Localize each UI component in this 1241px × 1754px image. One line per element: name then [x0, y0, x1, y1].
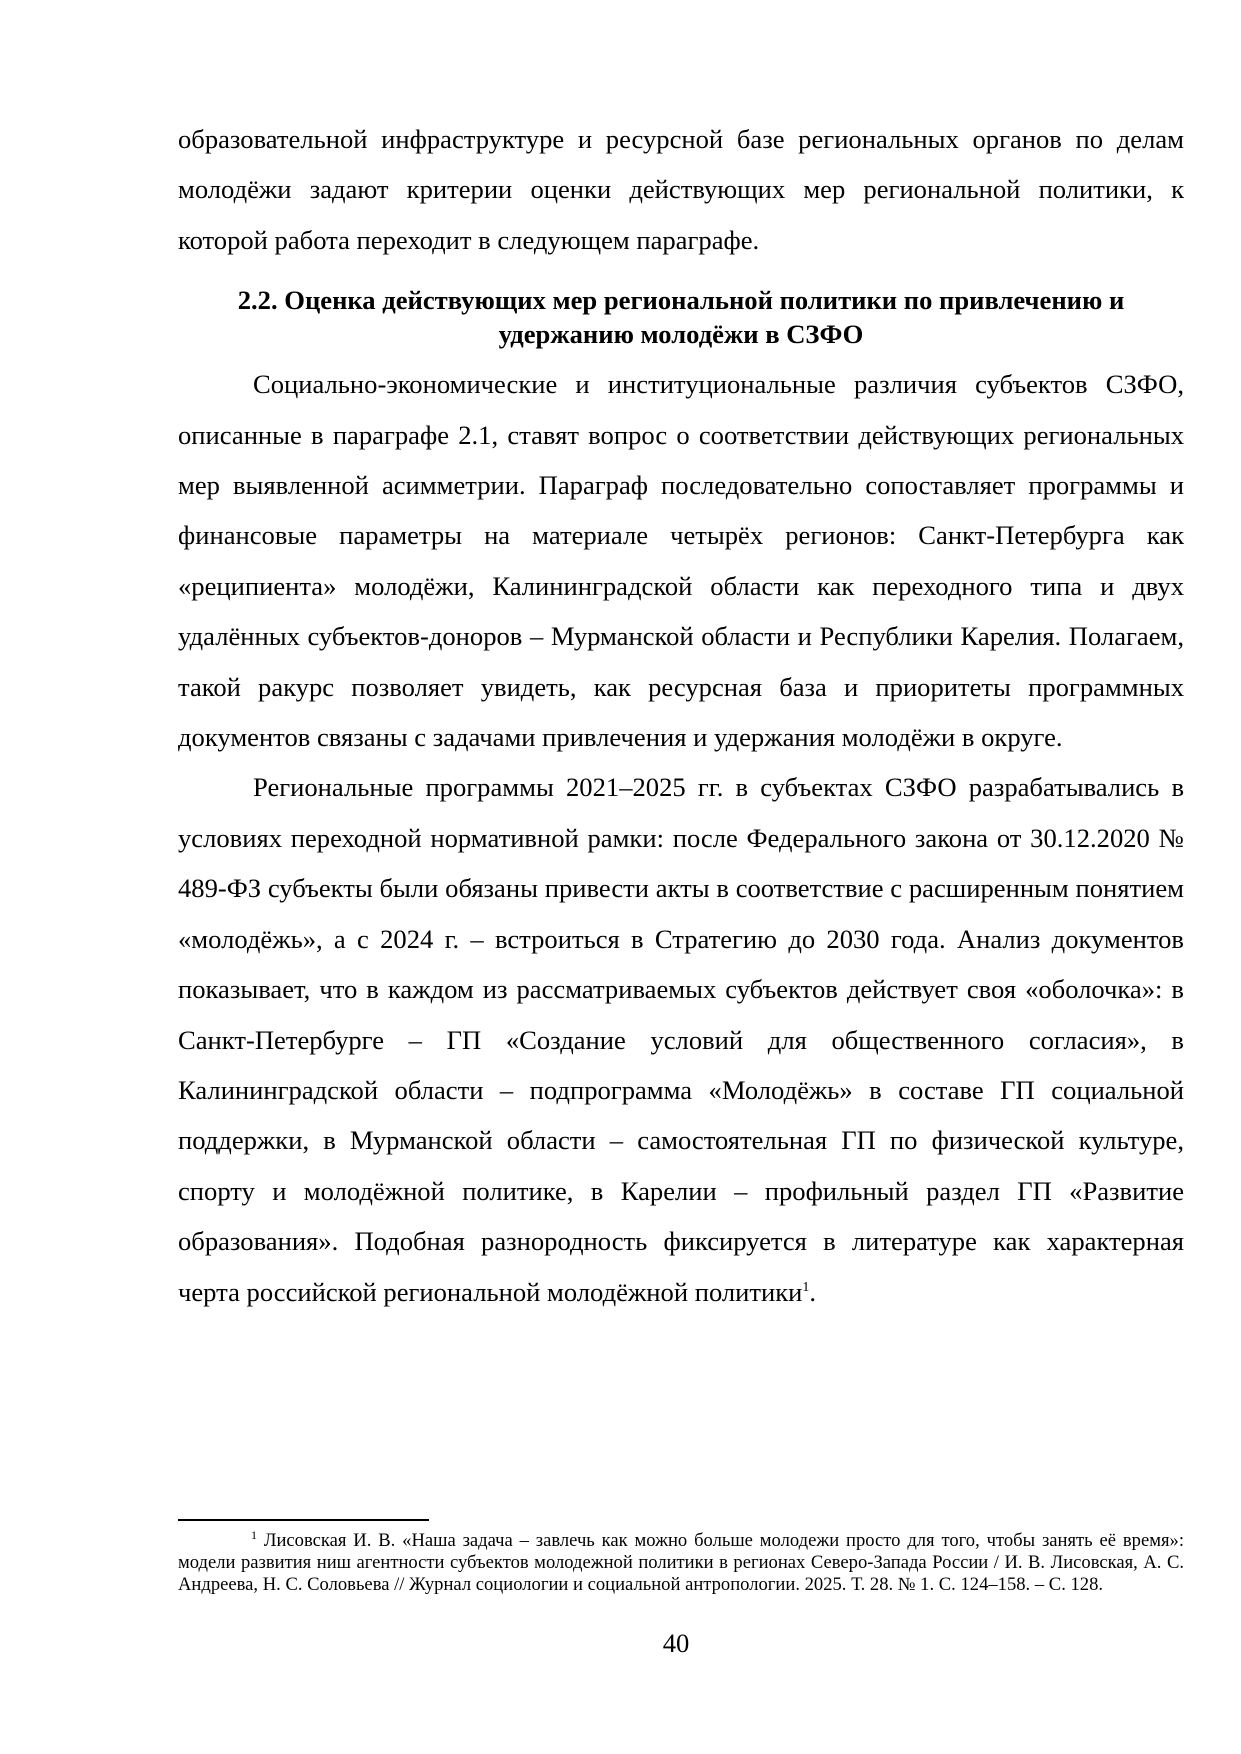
footnote-reference[interactable]: 1 [802, 1279, 810, 1295]
footnote-text: Лисовская И. В. «Наша задача – завлечь как можно больше молодежи просто для того, чтобы занять её время»: модели развития ниш агентности субъектов молодежной политики в регионах Северо-Запада России / И. В. Лисовская, А. С. Андреева, Н. С. Соловьева // Журнал социологии и социальной антропологии. 2025. Т. 28. № 1. С. 124–158. – С. 128. [178, 1530, 1184, 1595]
footnote [178, 1527, 1184, 1596]
page-number: 40 [662, 1628, 690, 1658]
body-paragraph-2 [178, 762, 1184, 1316]
continuation-paragraph: образовательной инфраструктуре и ресурсной базе региональных органов по делам молодёжи задают критерии оценки действующих мер региональной политики, к которой работа переходит в следующем параграфе. [178, 124, 1184, 255]
footnote-mark: 1 [251, 1527, 257, 1542]
body-paragraph-2-end: . [809, 1276, 817, 1307]
body-paragraph-2-text: Региональные программы 2021–2025 гг. в субъектах СЗФО разрабатывались в условиях переходной нормативной рамки: после Федерального закона от 30.12.2020 № 489-ФЗ субъекты были обязаны привести акты в соответствие с расширенным понятием «молодёжь», а с 2024 г. – встроиться в Стратегию до 2030 года. Анализ документов показывает, что в каждом из рассматриваемых субъектов действует своя «оболочка»: в Санкт-Петербурге – ГП «Создание условий для общественного согласия», в Калининградской области – подпрограмма «Молодёжь» в составе ГП социальной поддержки, в Мурманской области – самостоятельная ГП по физической культуре, спорту и молодёжной политике, в Карелии – профильный раздел ГП «Развитие образования». Подобная разнородность фиксируется в литературе как характерная черта российской региональной молодёжной политики [178, 772, 1184, 1307]
footnote-separator [178, 1519, 429, 1521]
body-paragraph-1: Социально-экономические и институциональные различия субъектов СЗФО, описанные в параграфе 2.1, ставят вопрос о соответствии действующих региональных мер выявленной асимметрии. Параграф последовательно сопоставляет программы и финансовые параметры на материале четырёх регионов: Санкт-Петербурга как «реципиента» молодёжи, Калининградской области как переходного типа и двух удалённых субъектов-доноров – Мурманской области и Республики Карелия. Полагаем, такой ракурс позволяет увидеть, как ресурсная база и приоритеты программных документов связаны с задачами привлечения и удержания молодёжи в округе. [178, 369, 1184, 753]
page-body [178, 114, 1184, 1317]
section-heading: 2.2. Оценка действующих мер региональной политики по привлечению и удержанию молодёжи в СЗФО [237, 285, 1125, 350]
